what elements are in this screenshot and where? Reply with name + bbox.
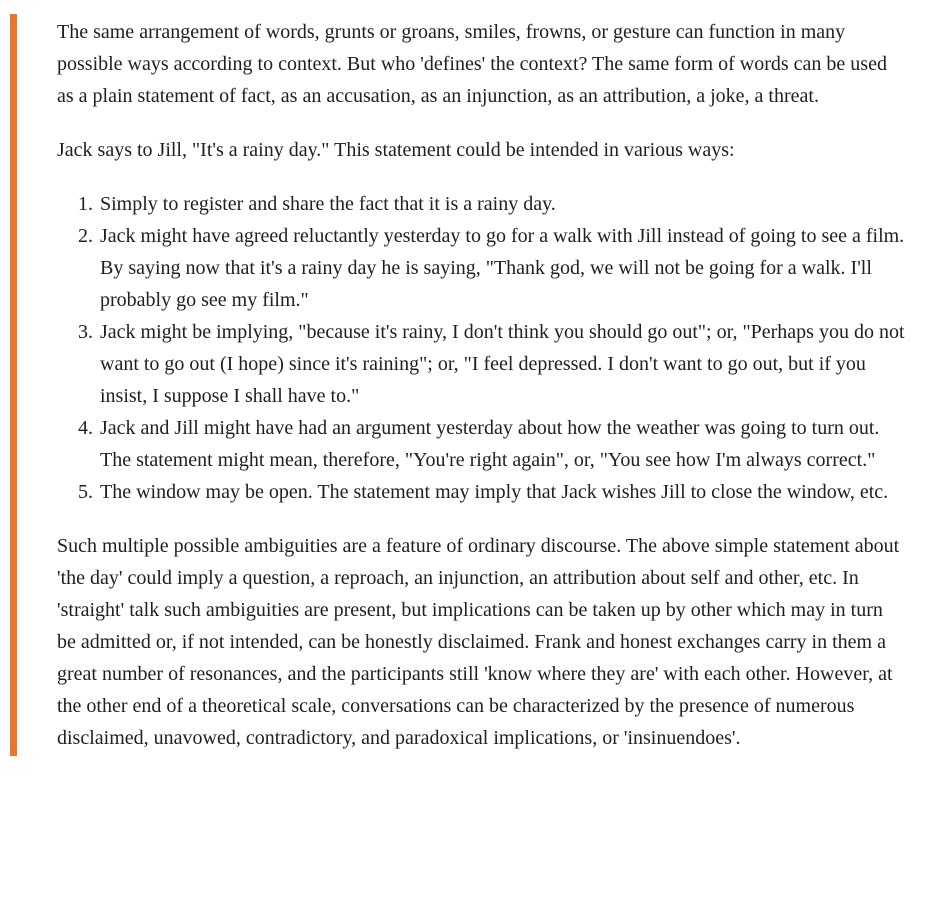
interpretations-list bbox=[57, 188, 905, 508]
list-item: 5. The window may be open. The statement may imply that Jack wishes Jill to close the window, etc. bbox=[98, 476, 905, 508]
list-item: 3. Jack might be implying, "because it's rainy, I don't think you should go out"; or, "Perhaps you do not want to go out (I hope) since it's raining"; or, "I feel depressed. I don't want to go out, but if you insist, I suppose I shall have to." bbox=[98, 316, 905, 412]
quote-paragraph-jack-jill: Jack says to Jill, "It's a rainy day." This statement could be intended in various ways: bbox=[57, 139, 735, 161]
quote-paragraph-context: The same arrangement of words, grunts or groans, smiles, frowns, or gesture can function in many possible ways according to context. But who 'defines' the context? The same form of words can be used as a plain statement of fact, as an accusation, as an injunction, as an attribution, a joke, a threat. bbox=[57, 21, 887, 107]
list-item: 2. Jack might have agreed reluctantly yesterday to go for a walk with Jill instead of going to see a film. By saying now that it's a rainy day he is saying, "Thank god, we will not be going for a walk. I'll probably go see my film." bbox=[98, 220, 905, 316]
quote-paragraph-ambiguities: Such multiple possible ambiguities are a feature of ordinary discourse. The above simple statement about 'the day' could imply a question, a reproach, an injunction, an attribution about self and other, etc. In 'straight' talk such ambiguities are present, but implications can be taken up by other which may in turn be admitted or, if not intended, can be honestly disclaimed. Frank and honest exchanges carry in them a great number of resonances, and the participants still 'know where they are' with each other. However, at the other end of a theoretical scale, conversations can be characterized by the presence of numerous disclaimed, unavowed, contradictory, and paradoxical implications, or 'insinuendoes'. bbox=[57, 535, 900, 749]
quote-block bbox=[10, 14, 905, 756]
list-item: 1. Simply to register and share the fact that it is a rainy day. bbox=[98, 188, 905, 220]
list-item: 4. Jack and Jill might have had an argument yesterday about how the weather was going to turn out. The statement might mean, therefore, "You're right again", or, "You see how I'm always correct." bbox=[98, 412, 905, 476]
